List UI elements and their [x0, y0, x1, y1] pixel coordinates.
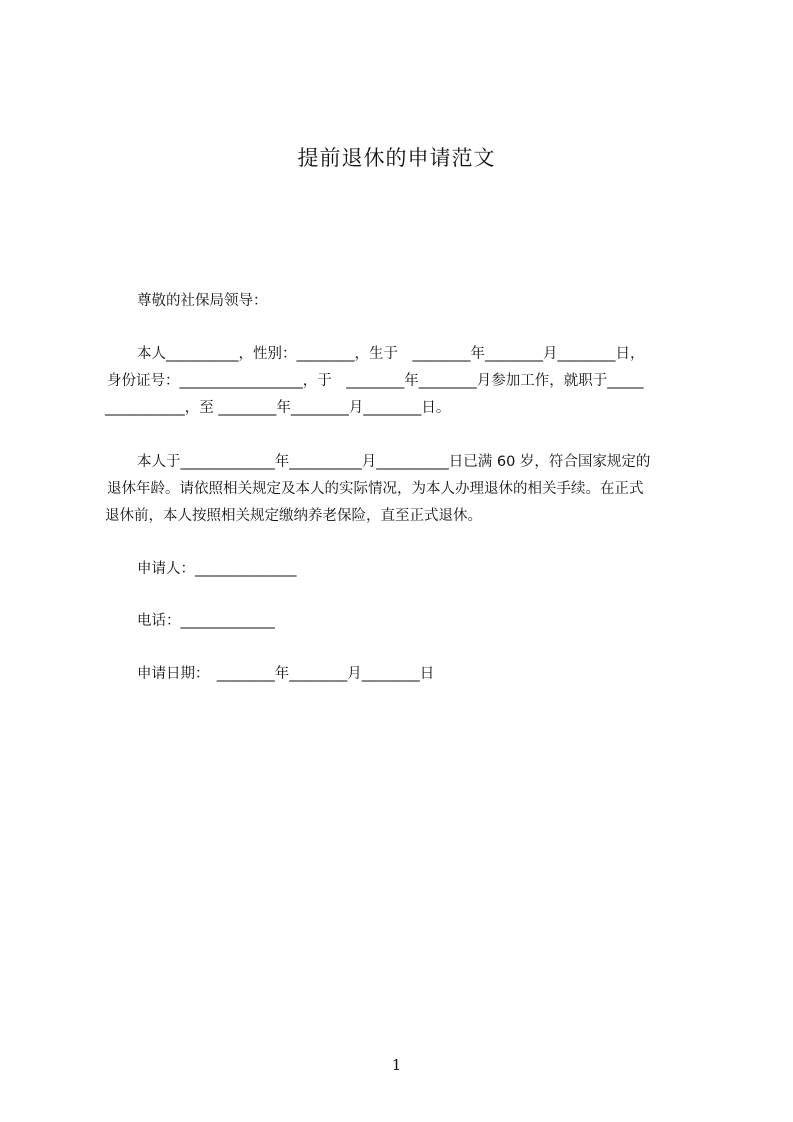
- para2-line3: 退休前，本人按照相关规定缴纳养老保险，直至正式退休。: [105, 508, 482, 524]
- page-number: 1: [391, 1056, 402, 1074]
- para2-line2: 退休年龄。请依照相关规定及本人的实际情况，为本人办理退休的相关手续。在正式: [107, 481, 644, 497]
- para1-line2: 身份证号：_________________，于 ________年________月参加工作，就职于_____: [107, 373, 644, 389]
- date-line: 申请日期： ________年________月________日: [137, 666, 435, 682]
- para2-line1: 本人于_____________年__________月__________日已满 60 岁，符合国家规定的: [137, 454, 651, 470]
- salutation: 尊敬的社保局领导：: [137, 293, 268, 309]
- para1-line1: 本人__________，性别：________，生于 ________年________月________日，: [137, 346, 645, 362]
- phone-line: 电话：_____________: [137, 613, 275, 629]
- applicant-line: 申请人：______________: [137, 561, 297, 577]
- document-title: 提前退休的申请范文: [297, 146, 496, 170]
- para1-line3: ___________，至 ________年________月________日。: [105, 400, 451, 416]
